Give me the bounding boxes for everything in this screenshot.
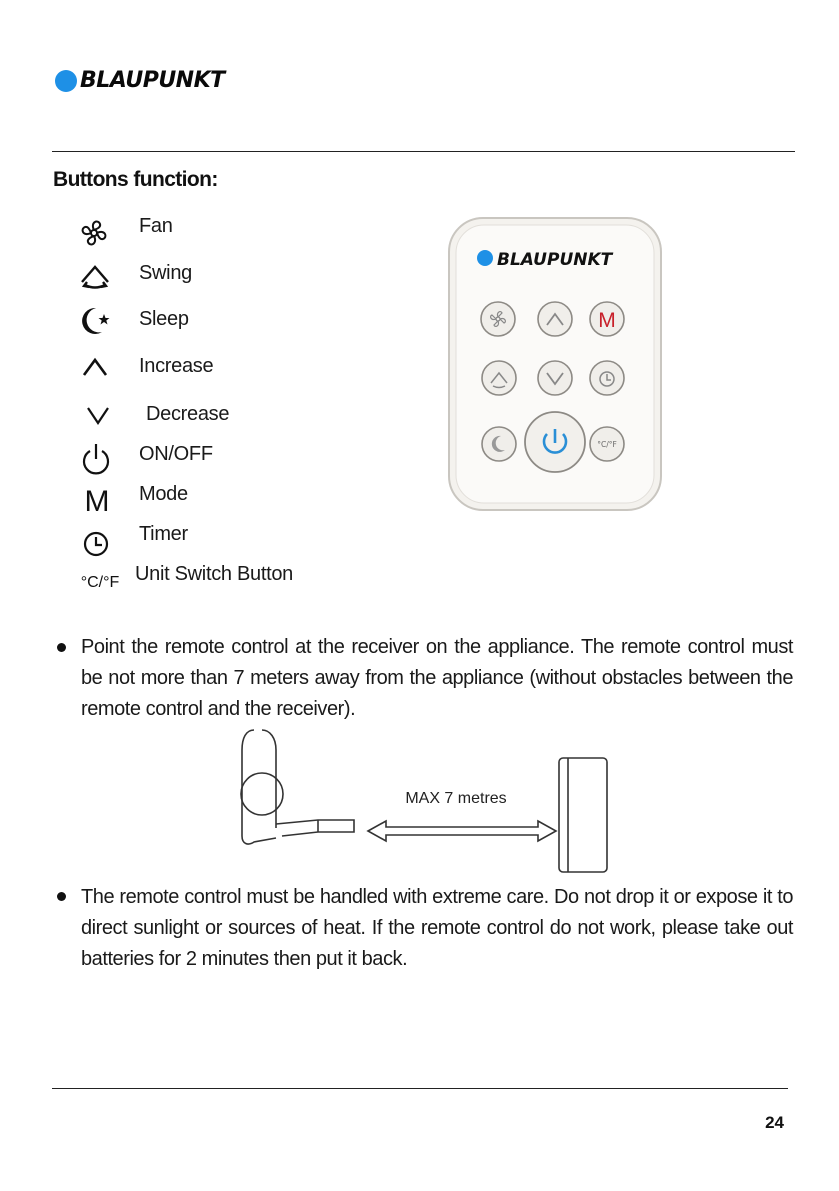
range-diagram bbox=[232, 728, 612, 876]
section-title: Buttons function: bbox=[53, 168, 218, 191]
brand-name: BLAUPUNKT bbox=[80, 68, 225, 93]
swing-icon bbox=[78, 258, 112, 292]
distance-label: MAX 7 metres bbox=[405, 790, 507, 807]
header-rule bbox=[52, 151, 795, 152]
page-number: 24 bbox=[765, 1113, 784, 1132]
fan-icon bbox=[77, 216, 111, 250]
unit-switch-icon bbox=[78, 566, 122, 600]
bullet-text-care: The remote control must be handled with extreme care. Do not drop it or expose it to direct sunlight or sources of heat. If the remote control do not work, please take out batteries for 2 minutes then put it back. bbox=[81, 886, 793, 970]
remote-mode-glyph: M bbox=[598, 309, 616, 332]
remote-sleep-button bbox=[482, 427, 516, 461]
remote-timer-button bbox=[590, 361, 624, 395]
decrease-label: Decrease bbox=[146, 403, 230, 425]
bullet-dot bbox=[57, 643, 66, 652]
timer-icon bbox=[79, 526, 113, 560]
increase-label: Increase bbox=[139, 355, 214, 377]
remote-decrease-button bbox=[538, 361, 572, 395]
timer-label: Timer bbox=[139, 523, 188, 545]
mode-label: Mode bbox=[139, 483, 188, 505]
unit-switch-glyph: °C/°F bbox=[80, 574, 120, 591]
increase-icon bbox=[78, 350, 112, 384]
mode-glyph: M bbox=[84, 485, 110, 518]
bullet-dot bbox=[57, 892, 66, 901]
bullet-text-range: Point the remote control at the receiver on the appliance. The remote control must be not more than 7 meters away from the appliance (without obstacles between the remote control and the receiver). bbox=[81, 636, 793, 720]
remote-power-button bbox=[525, 412, 585, 472]
remote-brand-label: BLAUPUNKT bbox=[497, 250, 613, 270]
remote-in-hand-outline bbox=[276, 820, 354, 836]
logo-dot-icon bbox=[55, 70, 77, 92]
remote-unit-button bbox=[590, 427, 624, 461]
remote-control-image bbox=[447, 216, 663, 512]
fan-label: Fan bbox=[139, 215, 173, 237]
remote-fan-button bbox=[481, 302, 515, 336]
sleep-icon bbox=[78, 304, 112, 338]
mode-icon bbox=[80, 484, 114, 520]
sleep-label: Sleep bbox=[139, 308, 189, 330]
unit-switch-label: Unit Switch Button bbox=[135, 563, 294, 585]
power-icon bbox=[79, 440, 113, 480]
swing-label: Swing bbox=[139, 262, 192, 284]
appliance-outline bbox=[559, 758, 607, 872]
remote-increase-button bbox=[538, 302, 572, 336]
hand-outline bbox=[242, 730, 276, 844]
decrease-icon bbox=[81, 398, 115, 432]
onoff-label: ON/OFF bbox=[139, 443, 213, 465]
remote-mode-button bbox=[590, 302, 624, 336]
remote-unit-glyph: °C/°F bbox=[597, 440, 617, 449]
brand-logo bbox=[55, 68, 225, 93]
footer-rule bbox=[52, 1088, 788, 1089]
double-arrow bbox=[368, 821, 556, 841]
remote-swing-button bbox=[482, 361, 516, 395]
